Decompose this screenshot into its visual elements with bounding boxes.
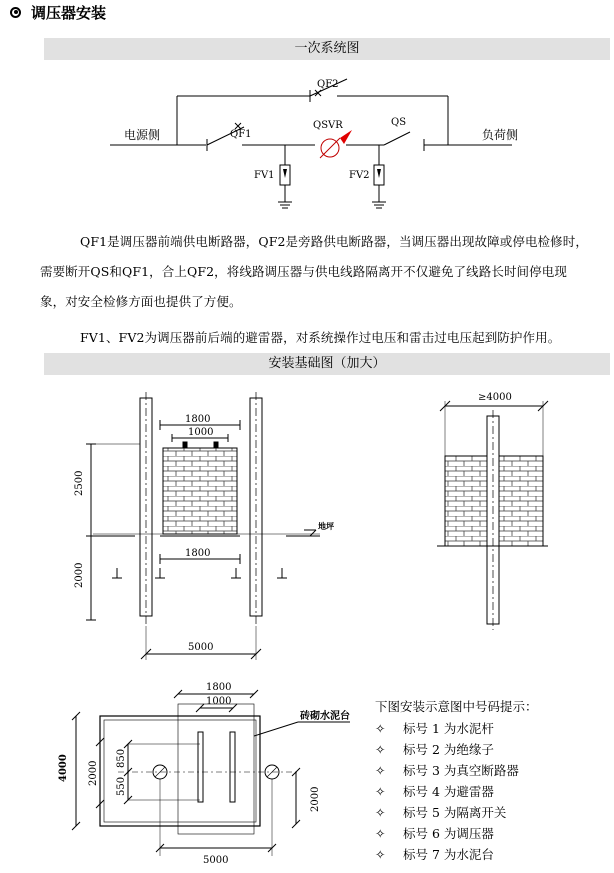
dim-5000: 5000 [188, 642, 214, 653]
label-ground: 地坪 [318, 521, 334, 531]
label-load-side: 负荷侧 [482, 128, 519, 142]
plan-dim-1800: 1800 [206, 682, 232, 693]
numbering-notes [375, 696, 538, 865]
diamond-bullet-icon: ✧ [375, 847, 386, 862]
dim-1800-ground: 1800 [185, 548, 211, 559]
dim-4000-side: ≥4000 [478, 392, 512, 403]
bullseye-icon [10, 7, 21, 18]
section-title: 安装基础图（加大） [268, 356, 386, 371]
list-item [375, 718, 538, 739]
section-heading [10, 2, 106, 22]
plan-dim-2000-right: 2000 [310, 786, 321, 812]
diamond-bullet-icon: ✧ [375, 826, 386, 841]
list-item [375, 760, 538, 781]
note-text: 标号 2 为绝缘子 [403, 742, 494, 757]
paragraph-line-2: 需要断开QS和QF1，合上QF2，将线路调压器与供电线路隔离开不仅避免了线路长时间停电现 [40, 264, 567, 279]
note-text: 标号 1 为水泥杆 [403, 721, 494, 736]
diamond-bullet-icon: ✧ [375, 742, 386, 757]
list-item [375, 823, 538, 844]
list-item [375, 802, 538, 823]
paragraph-line-1: QF1是调压器前端供电断路器，QF2是旁路供电断路器，当调压器出现故障或停电检修时， [80, 234, 588, 249]
heading-title: 调压器安装 [31, 3, 107, 22]
plan-dim-4000: 4000 [58, 754, 69, 782]
foundation-plan-drawing [0, 676, 370, 873]
dim-2500: 2500 [74, 470, 85, 496]
dim-1800-top: 1800 [185, 414, 211, 425]
section-bar-system-diagram [44, 38, 610, 60]
note-text: 标号 6 为调压器 [403, 826, 494, 841]
label-qs: QS [391, 117, 407, 128]
label-qf2: QF2 [317, 79, 339, 90]
plan-dim-550: 550 [116, 776, 127, 796]
label-fv2: FV2 [349, 170, 370, 181]
note-text: 标号 3 为真空断路器 [403, 763, 519, 778]
label-qf1: QF1 [230, 129, 252, 140]
label-fv1: FV1 [254, 170, 275, 181]
plan-dim-850: 850 [116, 748, 127, 768]
diamond-bullet-icon: ✧ [375, 721, 386, 736]
label-qsvr: QSVR [313, 120, 343, 131]
paragraph-arrester: FV1、FV2为调压器前后端的避雷器，对系统操作过电压和雷击过电压起到防护作用。 [80, 330, 561, 345]
dim-2000: 2000 [74, 562, 85, 588]
label-source-side: 电源侧 [124, 128, 161, 142]
paragraph-line-3: 象，对安全检修方面也提供了方便。 [40, 294, 242, 309]
note-text: 标号 5 为隔离开关 [403, 805, 507, 820]
note-text: 标号 7 为水泥台 [403, 847, 494, 862]
plan-dim-2000-left: 2000 [88, 760, 99, 786]
diamond-bullet-icon: ✧ [375, 784, 386, 799]
dim-1000: 1000 [188, 427, 214, 438]
note-text: 标号 4 为避雷器 [403, 784, 494, 799]
diamond-bullet-icon: ✧ [375, 763, 386, 778]
list-item [375, 781, 538, 802]
list-item [375, 844, 538, 865]
list-item [375, 739, 538, 760]
plan-dim-1000: 1000 [206, 696, 232, 707]
foundation-elevation-drawing [0, 376, 614, 676]
plan-dim-5000: 5000 [203, 855, 229, 866]
section-bar-foundation [44, 353, 610, 375]
notes-list [375, 718, 538, 865]
section-title: 一次系统图 [294, 41, 360, 56]
notes-title: 下图安装示意图中号码提示： [375, 699, 538, 714]
one-line-diagram [0, 62, 614, 212]
diamond-bullet-icon: ✧ [375, 805, 386, 820]
label-brick-platform: 砖砌水泥台 [300, 711, 350, 722]
